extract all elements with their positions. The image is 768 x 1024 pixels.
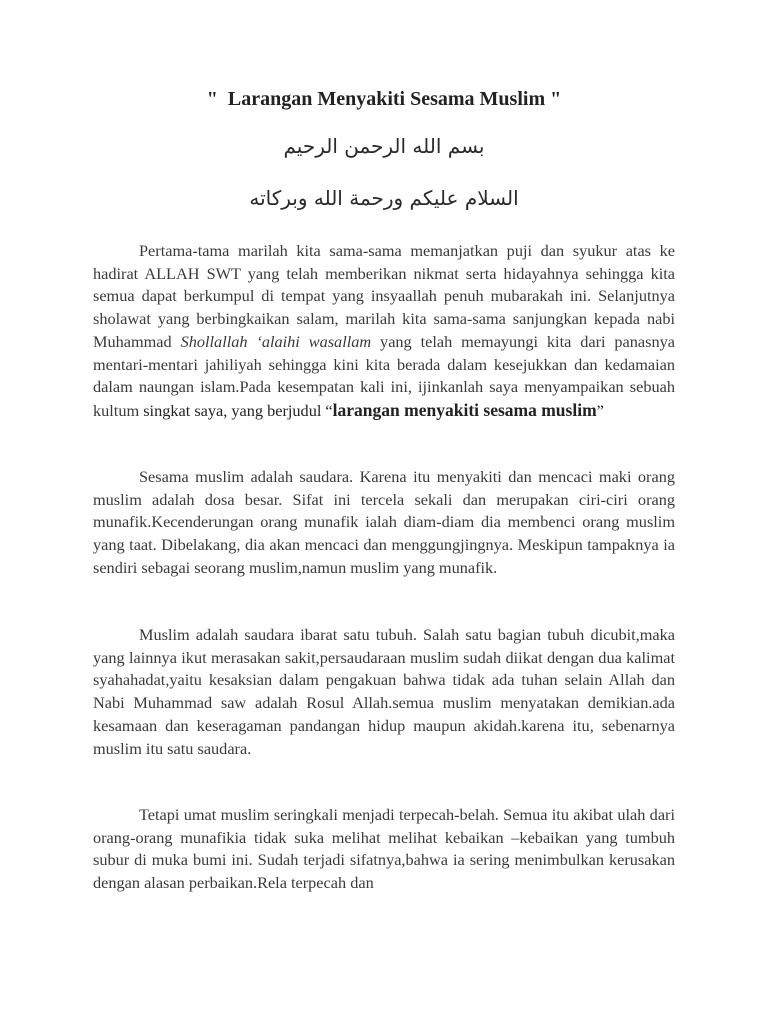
salawat-phrase: Shollallah ‘alaihi wasallam (180, 331, 372, 351)
document-page (93, 0, 675, 1024)
paragraph-brotherhood: Sesama muslim adalah saudara. Karena itu menyakiti dan mencaci maki orang muslim adalah dosa besar. Sifat ini tercela sekali dan merupakan ciri-ciri orang munafik.Kecenderungan orang munafik ialah diam-diam dia membenci orang muslim yang taat. Dibelakang, dia akan mencaci dan menggungjingnya. Meskipun tampaknya ia sendiri sebagai seorang muslim,namun muslim yang munafik. (93, 467, 675, 577)
paragraph-opening-lead: singkat saya, yang berjudul “ (143, 400, 333, 420)
kultum-topic: larangan menyakiti sesama muslim (332, 399, 597, 420)
paragraph-opening (93, 240, 675, 423)
basmala-line: بسم الله الرحمن الرحيم (283, 134, 485, 158)
paragraph-opening-text-cont: yang telah memayungi kita dari panasnya mentari-mentari jahiliyah sehingga kini kita berada dalam kesejukkan dan kedamaian dalam naungan islam.Pada kesempatan kali ini, ijinkanlah saya menyampaikan sebuah kultum (93, 331, 675, 420)
salam-greeting: السلام عليكم ورحمة الله وبركاته (249, 186, 519, 210)
paragraph-one-body: Muslim adalah saudara ibarat satu tubuh. Salah satu bagian tubuh dicubit,maka yang lainnya ikut merasakan sakit,persaudaraan muslim sudah diikat dengan dua kalimat syahahadat,yaitu kesaksian dalam pengakuan bahwa tidak ada tuhan selain Allah dan Nabi Muhammad saw adalah Rosul Allah.semua muslim menyatakan demikian.ada kesamaan dan keseragaman pandangan hidup maupun akidah.karena itu, sebenarnya muslim itu satu saudara. (93, 625, 675, 758)
paragraph-opening-text: Pertama-tama marilah kita sama-sama memanjatkan puji dan syukur atas ke hadirat ALLAH SWT yang telah memberikan nikmat serta hidayahnya sehingga kita semua dapat berkumpul di tempat yang insyaallah penuh mubarakah ini. Selanjutnya sholawat yang berbingkaikan salam, marilah kita sama-sama sanjungkan kepada nabi Muhammad (93, 241, 675, 351)
closing-quote: ” (596, 400, 604, 420)
paragraph-divided: Tetapi umat muslim seringkali menjadi terpecah-belah. Semua itu akibat ulah dari orang-orang munafikia tidak suka melihat melihat kebaikan –kebaikan yang tumbuh subur di muka bumi ini. Sudah terjadi sifatnya,bahwa ia sering menimbulkan kerusakan dengan alasan perbaikan.Rela terpecah dan (93, 805, 675, 893)
document-title: " Larangan Menyakiti Sesama Muslim " (206, 88, 562, 110)
